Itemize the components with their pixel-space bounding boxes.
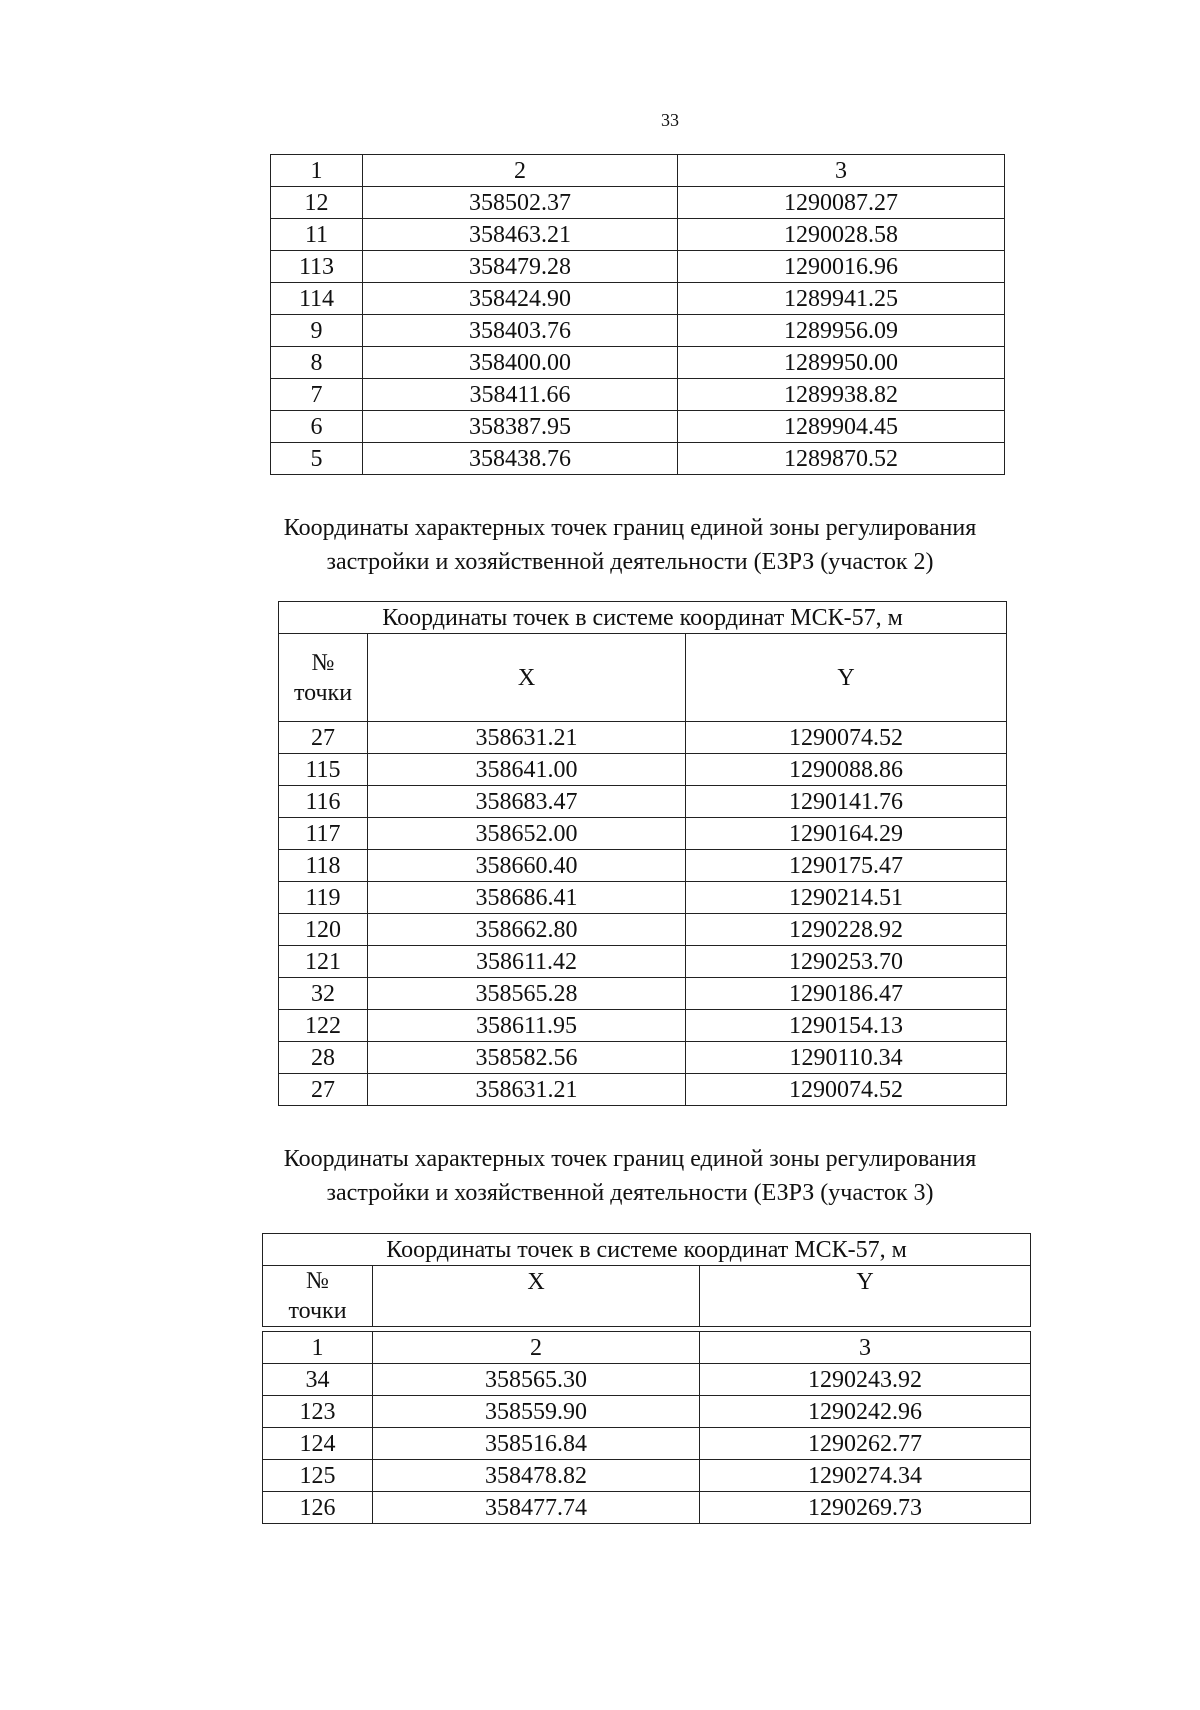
column-header-x: X [368, 634, 686, 722]
header-line: точки [288, 1298, 347, 1324]
table-cell: 1290154.13 [686, 1010, 1007, 1042]
table-row [263, 1460, 1031, 1492]
table-cell: 9 [271, 315, 363, 347]
table-cell: 358387.95 [363, 411, 678, 443]
table-cell: 12 [271, 187, 363, 219]
coordinates-table-continued [270, 154, 1005, 475]
table-cell: 1290228.92 [686, 914, 1007, 946]
table-cell: 126 [263, 1492, 373, 1524]
table-cell: 1290262.77 [700, 1428, 1031, 1460]
table-cell: 1289950.00 [678, 347, 1005, 379]
table-cell: 1290016.96 [678, 251, 1005, 283]
table-title-row [279, 602, 1007, 634]
table-cell: 358582.56 [368, 1042, 686, 1074]
table-cell: 119 [279, 882, 368, 914]
table-cell: 27 [279, 1074, 368, 1106]
table-cell: 358662.80 [368, 914, 686, 946]
table-cell: 1290253.70 [686, 946, 1007, 978]
column-header-point-number [263, 1266, 373, 1327]
table-row [279, 754, 1007, 786]
section-3-caption [230, 1142, 1030, 1210]
table-cell: 358686.41 [368, 882, 686, 914]
table-title-row [263, 1234, 1031, 1266]
table-cell: 358641.00 [368, 754, 686, 786]
table-cell: 11 [271, 219, 363, 251]
table-cell: 358652.00 [368, 818, 686, 850]
table-cell: 358463.21 [363, 219, 678, 251]
page-number: 33 [661, 110, 679, 130]
table-cell: 121 [279, 946, 368, 978]
table-cell: 358403.76 [363, 315, 678, 347]
table-row [271, 443, 1005, 475]
table-cell: 27 [279, 722, 368, 754]
table-cell: 2 [363, 155, 678, 187]
table-row [263, 1364, 1031, 1396]
table-cell: 358660.40 [368, 850, 686, 882]
table-cell: 1 [263, 1332, 373, 1364]
table-cell: 8 [271, 347, 363, 379]
table-row [271, 347, 1005, 379]
table-cell: 358565.30 [373, 1364, 700, 1396]
table-row [279, 946, 1007, 978]
caption-line: застройки и хозяйственной деятельности (ЕЗРЗ (участок 3) [326, 1180, 934, 1206]
table-cell: 1290214.51 [686, 882, 1007, 914]
table-cell: 32 [279, 978, 368, 1010]
table-row [271, 379, 1005, 411]
table-cell: 358438.76 [363, 443, 678, 475]
table-cell: 1 [271, 155, 363, 187]
table-row [279, 722, 1007, 754]
coordinates-table-section-3 [262, 1233, 1031, 1524]
table-cell: 1290269.73 [700, 1492, 1031, 1524]
table-cell: 1290088.86 [686, 754, 1007, 786]
table-cell: 3 [700, 1332, 1031, 1364]
header-line: № [306, 1268, 329, 1294]
table-cell: 113 [271, 251, 363, 283]
table-cell: 116 [279, 786, 368, 818]
table-cell: 1290243.92 [700, 1364, 1031, 1396]
table-row [279, 786, 1007, 818]
table-row [263, 1492, 1031, 1524]
table-cell: 1289870.52 [678, 443, 1005, 475]
caption-line: Координаты характерных точек границ единой зоны регулирования [283, 515, 977, 541]
table-row [271, 283, 1005, 315]
table-cell: 6 [271, 411, 363, 443]
table-cell: 117 [279, 818, 368, 850]
table-row [271, 411, 1005, 443]
table-cell: 358631.21 [368, 1074, 686, 1106]
table-row [271, 187, 1005, 219]
coordinates-table-section-2 [278, 601, 1007, 1106]
column-header-y: Y [686, 634, 1007, 722]
table-title: Координаты точек в системе координат МСК-57, м [279, 602, 1007, 634]
caption-line: Координаты характерных точек границ единой зоны регулирования [283, 1146, 977, 1172]
table-cell: 123 [263, 1396, 373, 1428]
table-cell: 358478.82 [373, 1460, 700, 1492]
table-cell: 3 [678, 155, 1005, 187]
column-header-y: Y [700, 1266, 1031, 1327]
table-row [279, 978, 1007, 1010]
table-cell: 358400.00 [363, 347, 678, 379]
table-cell: 1289938.82 [678, 379, 1005, 411]
header-line: точки [293, 679, 353, 706]
table-cell: 122 [279, 1010, 368, 1042]
table-cell: 114 [271, 283, 363, 315]
table-cell: 1290164.29 [686, 818, 1007, 850]
table-row [279, 1074, 1007, 1106]
table-cell: 1290242.96 [700, 1396, 1031, 1428]
table-cell: 358479.28 [363, 251, 678, 283]
table-cell: 1290110.34 [686, 1042, 1007, 1074]
table-cell: 1290186.47 [686, 978, 1007, 1010]
table-cell: 1289956.09 [678, 315, 1005, 347]
section-2-caption [230, 511, 1030, 579]
table-cell: 358477.74 [373, 1492, 700, 1524]
table-cell: 358411.66 [363, 379, 678, 411]
table-cell: 34 [263, 1364, 373, 1396]
table-cell: 115 [279, 754, 368, 786]
table-cell: 358631.21 [368, 722, 686, 754]
table-row [279, 914, 1007, 946]
table-cell: 1290175.47 [686, 850, 1007, 882]
table-cell: 120 [279, 914, 368, 946]
table-cell: 7 [271, 379, 363, 411]
table-cell: 358424.90 [363, 283, 678, 315]
table-cell: 358565.28 [368, 978, 686, 1010]
column-header-x: X [373, 1266, 700, 1327]
table-cell: 358611.42 [368, 946, 686, 978]
table-row [279, 850, 1007, 882]
table-cell: 28 [279, 1042, 368, 1074]
table-row [279, 818, 1007, 850]
table-cell: 1290087.27 [678, 187, 1005, 219]
table-cell: 5 [271, 443, 363, 475]
table-cell: 1290141.76 [686, 786, 1007, 818]
table-title: Координаты точек в системе координат МСК-57, м [263, 1234, 1031, 1266]
table-row [279, 1042, 1007, 1074]
table-row [279, 882, 1007, 914]
table-cell: 358559.90 [373, 1396, 700, 1428]
table-column-header-row [263, 1266, 1031, 1327]
table-row [263, 1428, 1031, 1460]
table-cell: 1290274.34 [700, 1460, 1031, 1492]
table-cell: 1290028.58 [678, 219, 1005, 251]
table-row [271, 251, 1005, 283]
table-cell: 118 [279, 850, 368, 882]
table-row [271, 219, 1005, 251]
table-cell: 1289941.25 [678, 283, 1005, 315]
caption-line: застройки и хозяйственной деятельности (ЕЗРЗ (участок 2) [326, 549, 934, 575]
header-line: № [311, 649, 335, 676]
table-cell: 358516.84 [373, 1428, 700, 1460]
table-cell: 124 [263, 1428, 373, 1460]
table-cell: 2 [373, 1332, 700, 1364]
table-cell: 1289904.45 [678, 411, 1005, 443]
table-row [279, 1010, 1007, 1042]
table-index-row [271, 155, 1005, 187]
table-cell: 125 [263, 1460, 373, 1492]
table-cell: 358683.47 [368, 786, 686, 818]
table-row [263, 1396, 1031, 1428]
table-cell: 1290074.52 [686, 1074, 1007, 1106]
table-cell: 358502.37 [363, 187, 678, 219]
table-row [271, 315, 1005, 347]
table-column-header-row [279, 634, 1007, 722]
table-cell: 358611.95 [368, 1010, 686, 1042]
column-header-point-number [279, 634, 368, 722]
table-cell: 1290074.52 [686, 722, 1007, 754]
table-index-row [263, 1332, 1031, 1364]
